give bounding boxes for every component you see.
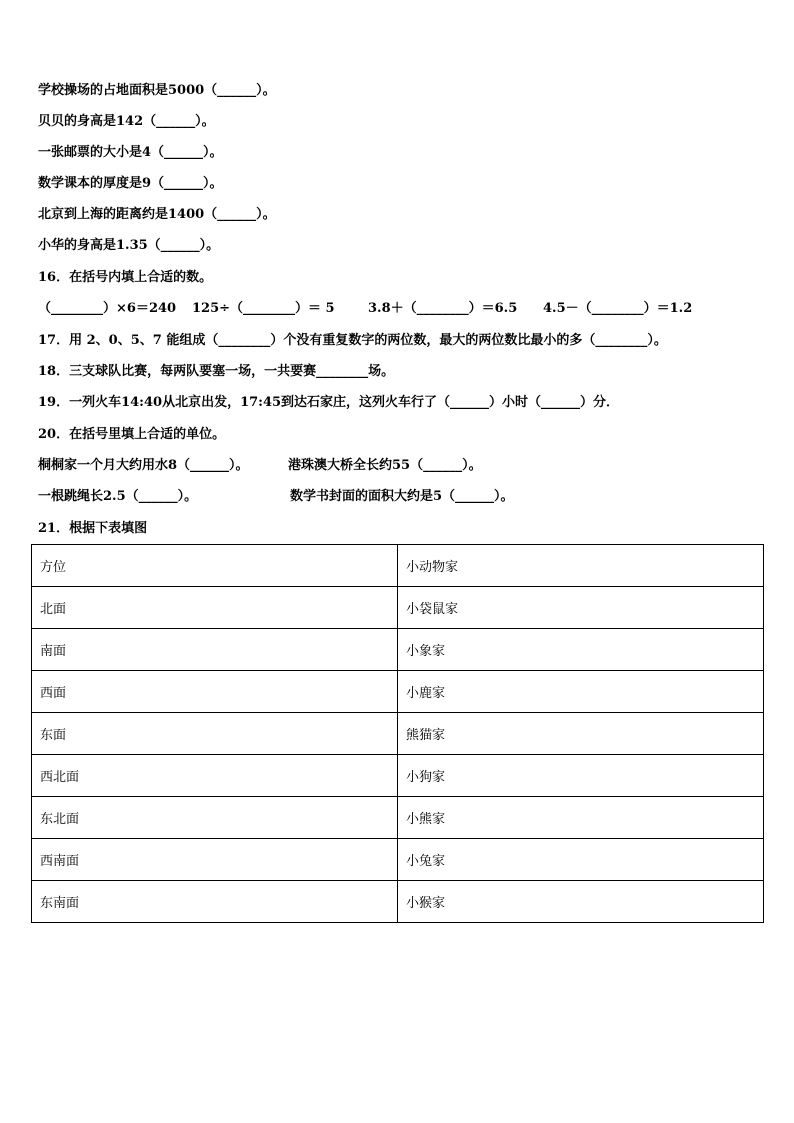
question-20-item-1: 桐桐家一个月大约用水8（______）。 <box>38 458 249 473</box>
table-cell-animal-home: 小兔家 <box>398 839 764 881</box>
table-cell-direction: 西面 <box>32 671 398 713</box>
table-row <box>32 671 764 713</box>
table-row <box>32 545 764 587</box>
blank-line-playground-area: 学校操场的占地面积是5000（______）。 <box>38 83 276 98</box>
blank-line-textbook-thickness: 数学课本的厚度是9（______）。 <box>38 176 223 191</box>
question-16-title: 16．在括号内填上合适的数。 <box>38 270 213 285</box>
table-row <box>32 629 764 671</box>
question-20-item-3: 一根跳绳长2.5（______）。 <box>38 489 198 504</box>
table-cell-direction: 东北面 <box>32 797 398 839</box>
question-21-title: 21．根据下表填图 <box>38 521 148 536</box>
table-cell-direction: 西北面 <box>32 755 398 797</box>
table-header-animal-home: 小动物家 <box>398 545 764 587</box>
table-row <box>32 713 764 755</box>
blank-line-beijing-shanghai-distance: 北京到上海的距离约是1400（______）。 <box>38 207 276 222</box>
table-cell-animal-home: 小猴家 <box>398 881 764 923</box>
question-16-item-3: 3.8＋（________）＝6.5 <box>368 301 518 316</box>
table-row <box>32 587 764 629</box>
table-cell-direction: 西南面 <box>32 839 398 881</box>
blank-line-height-beibei: 贝贝的身高是142（______）。 <box>38 114 215 129</box>
table-cell-animal-home: 小袋鼠家 <box>398 587 764 629</box>
question-20-title: 20．在括号里填上合适的单位。 <box>38 427 226 442</box>
table-cell-direction: 北面 <box>32 587 398 629</box>
table-row <box>32 755 764 797</box>
question-20-item-4: 数学书封面的面积大约是5（______）。 <box>290 489 514 504</box>
question-18: 18．三支球队比赛，每两队要塞一场，一共要赛________场。 <box>38 364 395 379</box>
question-19: 19．一列火车14:40从北京出发，17:45到达石家庄，这列火车行了（______）小时（______）分． <box>38 395 620 410</box>
question-16-item-4: 4.5－（________）＝1.2 <box>543 301 693 316</box>
table-cell-direction: 南面 <box>32 629 398 671</box>
question-17: 17．用 2、0、5、7 能组成（________）个没有重复数字的两位数，最大的两位数比最小的多（________）。 <box>38 333 667 348</box>
blank-line-stamp-size: 一张邮票的大小是4（______）。 <box>38 145 223 160</box>
question-16-item-2: 125÷（________）＝ 5 <box>192 301 335 316</box>
table-cell-animal-home: 小狗家 <box>398 755 764 797</box>
direction-table <box>31 544 764 923</box>
table-cell-animal-home: 熊猫家 <box>398 713 764 755</box>
table-cell-animal-home: 小熊家 <box>398 797 764 839</box>
table-header-direction: 方位 <box>32 545 398 587</box>
blank-line-xiaohua-height: 小华的身高是1.35（______）。 <box>38 238 220 253</box>
question-20-item-2: 港珠澳大桥全长约55（______）。 <box>288 458 482 473</box>
table-row <box>32 881 764 923</box>
table-cell-animal-home: 小鹿家 <box>398 671 764 713</box>
table-cell-direction: 东面 <box>32 713 398 755</box>
table-cell-direction: 东南面 <box>32 881 398 923</box>
table-row <box>32 797 764 839</box>
table-row <box>32 839 764 881</box>
question-16-item-1: （________）×6＝240 <box>38 301 177 316</box>
table-cell-animal-home: 小象家 <box>398 629 764 671</box>
